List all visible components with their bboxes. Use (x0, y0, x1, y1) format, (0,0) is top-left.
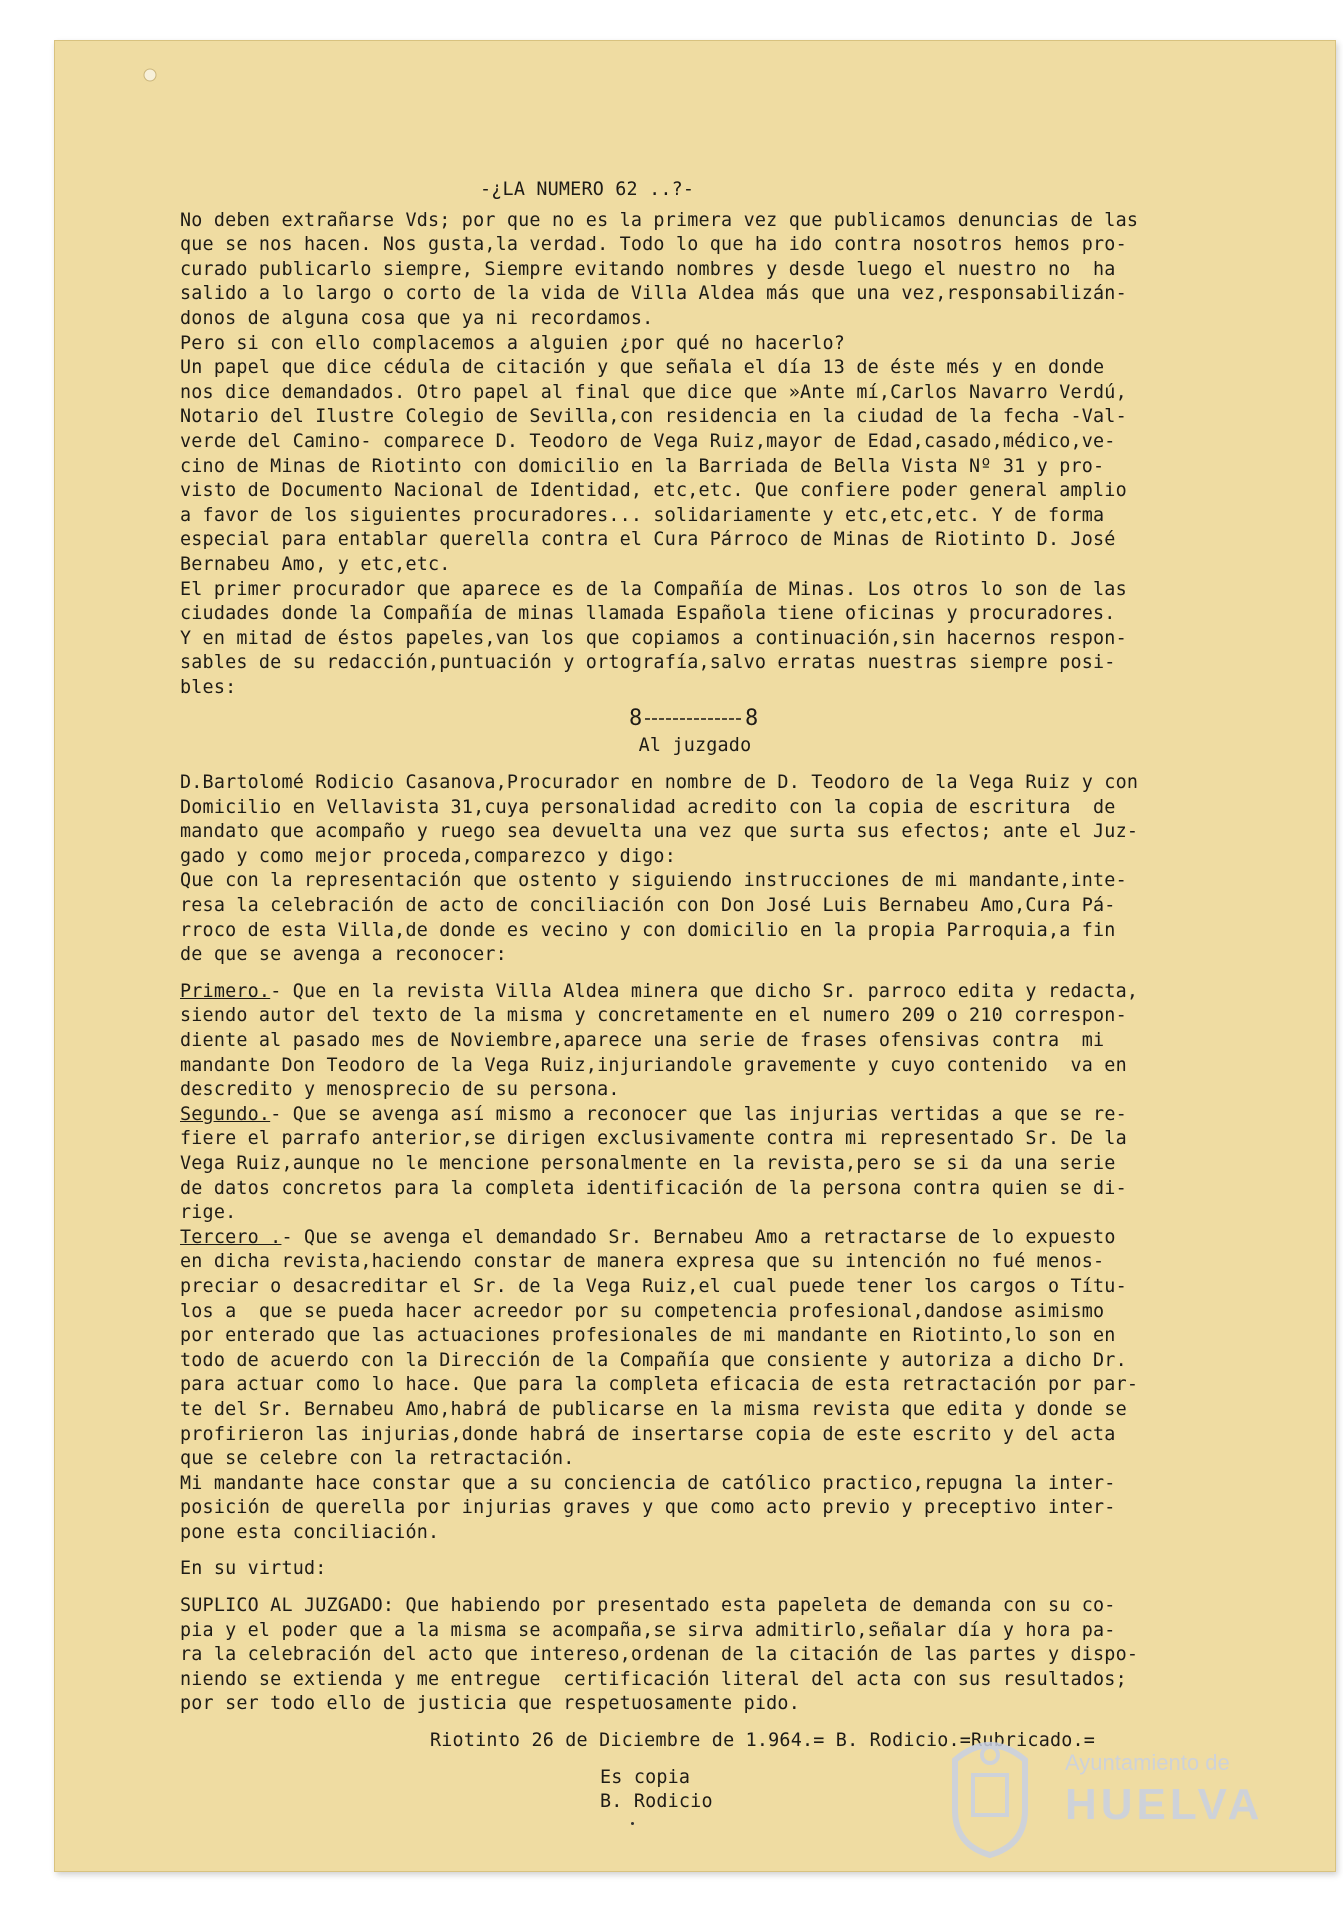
text-line: Mi mandante hace constar que a su conciencia de católico practico,repugna la inter- (180, 1472, 1116, 1494)
text-line: Que con la representación que ostento y siguiendo instrucciones de mi mandante,inte- (180, 870, 1127, 892)
text-line: salido a lo largo o corto de la vida de Villa Aldea más que una vez,responsabilizán- (180, 283, 1127, 305)
clause-label: Segundo. (180, 1103, 271, 1125)
text-line: Primero.- Que en la revista Villa Aldea minera que dicho Sr. parroco edita y redacta, (180, 980, 1139, 1002)
petition-paragraph (180, 771, 1210, 968)
section-heading: Al juzgado (638, 735, 752, 757)
text-line: nos dice demandados. Otro papel al final que dice que »Ante mí,Carlos Navarro Verdú, (180, 381, 1127, 403)
text-line: El primer procurador que aparece es de la Compañía de Minas. Los otros lo son de las (180, 578, 1127, 600)
text-line: No deben extrañarse Vds; por que no es la primera vez que publicamos denuncias de las (180, 209, 1139, 231)
text-line: Tercero .- Que se avenga el demandado Sr. Bernabeu Amo a retractarse de lo expuesto (180, 1226, 1116, 1248)
suplico-paragraph (180, 1594, 1210, 1717)
text-line: preciar o desacreditar el Sr. de la Vega Ruiz,el cual puede tener los cargos o Títu- (180, 1275, 1127, 1297)
virtud-line: En su virtud: (180, 1558, 327, 1580)
svg-text:8: 8 (629, 706, 643, 731)
text-line: Pero si con ello complacemos a alguien ¿por qué no hacerlo? (180, 332, 846, 354)
text-line: Domicilio en Vellavista 31,cuya personalidad acredito con la copia de escritura de (180, 796, 1116, 818)
text-line: gado y como mejor proceda,comparezco y digo: (180, 845, 676, 867)
tercero-clause (180, 1226, 1210, 1546)
copy-note: Es copia (600, 1766, 691, 1788)
text-line: Notario del Ilustre Colegio de Sevilla,con residencia en la ciudad de la fecha -Val- (180, 406, 1127, 428)
text-line: Un papel que dice cédula de citación y que señala el día 13 de éste més y en donde (180, 357, 1105, 379)
text-line: para actuar como lo hace. Que para la completa eficacia de esta retractación por par- (180, 1374, 1139, 1396)
text-line: por ser todo ello de justicia que respetuosamente pido. (180, 1693, 800, 1715)
watermark-line2: HUELVA (1065, 1780, 1264, 1829)
text-line: posición de querella por injurias graves y que como acto previo y preceptivo inter- (180, 1497, 1116, 1519)
text-line: niendo se extienda y me entregue certificación literal del acta con sus resultados; (180, 1668, 1127, 1690)
segundo-clause (180, 1103, 1210, 1226)
text-line: cino de Minas de Riotinto con domicilio en la Barriada de Bella Vista Nº 31 y pro- (180, 455, 1105, 477)
document-title: -¿LA NUMERO 62 ..?- (480, 179, 695, 200)
text-line: ra la celebración del acto que intereso,ordenan de la citación de las partes y dispo- (180, 1644, 1139, 1666)
section-separator (180, 704, 1210, 730)
text-line: pia y el poder que a la misma se acompaña,se sirva admitirlo,señalar día y hora pa- (180, 1619, 1116, 1641)
text-line: resa la celebración de acto de conciliación con Don José Luis Bernabeu Amo,Cura Pá- (180, 895, 1116, 917)
svg-text:8: 8 (745, 706, 759, 731)
document-page (180, 178, 1210, 1815)
text-line: SUPLICO AL JUZGADO: Que habiendo por presentado esta papeleta de demanda con su co- (180, 1595, 1116, 1617)
clause-label: Tercero . (180, 1226, 282, 1248)
coat-of-arms-icon (935, 1730, 1045, 1860)
text-line: a favor de los siguientes procuradores... solidariamente y etc,etc,etc. Y de forma (180, 504, 1105, 526)
text-line: de datos concretos para la completa identificación de la persona contra quien se di- (180, 1177, 1127, 1199)
text-line: en dicha revista,haciendo constar de manera expresa que su intención no fué menos- (180, 1251, 1105, 1273)
text-line: donos de alguna cosa que ya ni recordamos. (180, 307, 654, 329)
watermark-line1: Ayuntamiento de (1065, 1750, 1230, 1775)
separator-ornament-icon (625, 704, 765, 730)
text-line: profirieron las injurias,donde habrá de insertarse copia de este escrito y del acta (180, 1423, 1116, 1445)
text-line: Vega Ruiz,aunque no le mencione personalmente en la revista,pero se si da una serie (180, 1152, 1116, 1174)
text-line: Y en mitad de éstos papeles,van los que copiamos a continuación,sin hacernos respon- (180, 627, 1127, 649)
text-line: D.Bartolomé Rodicio Casanova,Procurador en nombre de D. Teodoro de la Vega Ruiz y con (180, 772, 1139, 794)
text-line: mandante Don Teodoro de la Vega Ruiz,injuriandole gravemente y cuyo contenido va en (180, 1054, 1127, 1076)
text-line: curado publicarlo siempre, Siempre evitando nombres y desde luego el nuestro no ha (180, 258, 1116, 280)
text-line: descredito y menosprecio de su persona. (180, 1079, 620, 1101)
ink-dot (631, 1822, 634, 1825)
text-line: fiere el parrafo anterior,se dirigen exclusivamente contra mi representado Sr. De la (180, 1128, 1127, 1150)
text-line: mandato que acompaño y ruego sea devuelta una vez que surta sus efectos; ante el Juz- (180, 821, 1139, 843)
text-line: por enterado que las actuaciones profesionales de mi mandante en Riotinto,lo son en (180, 1325, 1116, 1347)
pin-hole-icon (135, 60, 165, 90)
text-line: Bernabeu Amo, y etc,etc. (180, 553, 451, 575)
text-line: especial para entablar querella contra el Cura Párroco de Minas de Riotinto D. José (180, 529, 1116, 551)
text-line: siendo autor del texto de la misma y concretamente en el numero 209 o 210 correspon- (180, 1005, 1127, 1027)
text-line: que se celebre con la retractación. (180, 1448, 575, 1470)
text-line: ciudades donde la Compañía de minas llamada Española tiene oficinas y procuradores. (180, 603, 1116, 625)
text-line: todo de acuerdo con la Dirección de la Compañía que consiente y autoriza a dicho Dr. (180, 1349, 1127, 1371)
text-line: rroco de esta Villa,de donde es vecino y con domicilio en la propia Parroquia,a fin (180, 919, 1116, 941)
text-line: rige. (180, 1202, 237, 1224)
text-line: Segundo.- Que se avenga así mismo a reconocer que las injurias vertidas a que se re- (180, 1103, 1127, 1125)
signature-line: Riotinto 26 de Diciembre de 1.964.= B. Rodicio.=Rubricado.= (430, 1730, 1096, 1752)
clause-label: Primero. (180, 980, 271, 1002)
primero-clause (180, 980, 1210, 1103)
text-line: diente al pasado mes de Noviembre,aparece una serie de frases ofensivas contra mi (180, 1030, 1105, 1051)
text-line: sables de su redacción,puntuación y ortografía,salvo erratas nuestras siempre posi- (180, 652, 1116, 674)
text-line: bles: (180, 676, 237, 698)
text-line: de que se avenga a reconocer: (180, 944, 507, 966)
copy-signer: B. Rodicio (600, 1791, 713, 1813)
text-line: visto de Documento Nacional de Identidad, etc,etc. Que confiere poder general amplio (180, 480, 1127, 502)
intro-paragraph (180, 209, 1210, 701)
text-line: los a que se pueda hacer acreedor por su competencia profesional,dandose asimismo (180, 1300, 1105, 1322)
text-line: pone esta conciliación. (180, 1521, 440, 1543)
text-line: te del Sr. Bernabeu Amo,habrá de publicarse en la misma revista que edita y donde se (180, 1398, 1127, 1420)
text-line: que se nos hacen. Nos gusta,la verdad. Todo lo que ha ido contra nosotros hemos pro- (180, 234, 1127, 256)
text-line: verde del Camino- comparece D. Teodoro de Vega Ruiz,mayor de Edad,casado,médico,ve- (180, 430, 1116, 452)
